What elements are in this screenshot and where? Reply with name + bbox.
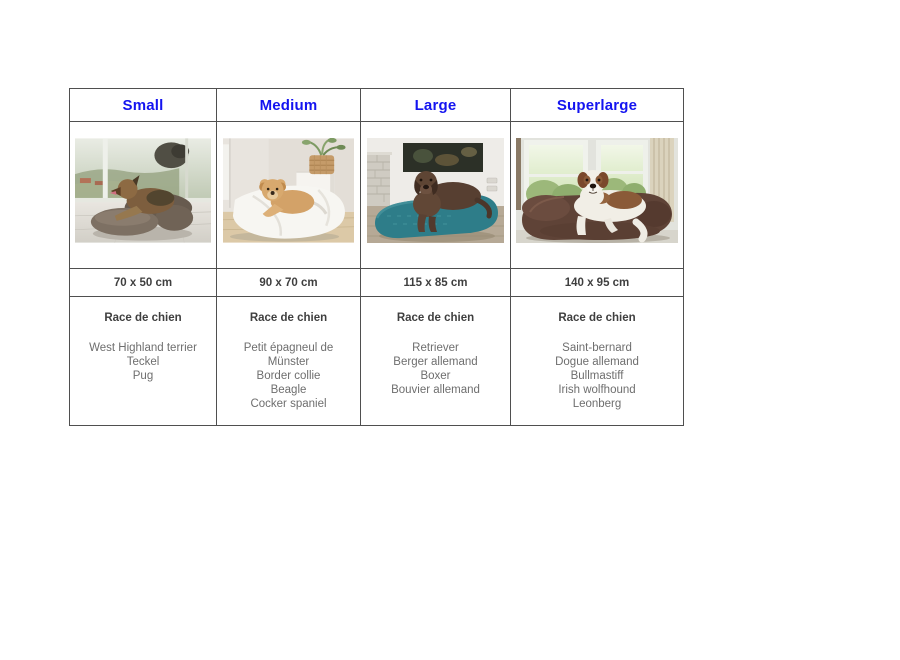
large-dog-bed-photo [367,138,504,243]
column-superlarge [511,89,683,425]
breed-item: Leonberg [572,398,622,410]
column-header-large: Large [361,89,510,122]
size-cell-large: 115 x 85 cm [361,269,510,297]
breed-item: Dogue allemand [555,356,639,368]
breed-item: Bullmastiff [570,370,624,382]
column-header-small: Small [70,89,216,122]
breed-item: Retriever [412,342,459,354]
breed-title-medium: Race de chien [249,312,328,324]
breed-item: Saint-bernard [562,342,632,354]
column-large [361,89,511,425]
breed-title-superlarge: Race de chien [558,312,636,324]
column-header-medium: Medium [217,89,360,122]
photo-cell-small [70,122,216,269]
breed-item: Berger allemand [393,356,478,368]
breed-item: Bouvier allemand [391,384,480,396]
dog-bed-size-table [69,88,684,426]
breed-item: Border collie [256,370,321,382]
breeds-cell-superlarge [511,297,683,425]
breed-title-small: Race de chien [104,312,182,324]
photo-cell-large [361,122,510,269]
photo-cell-superlarge [511,122,683,269]
superlarge-dog-bed-photo [516,138,678,243]
small-dog-bed-photo [75,138,211,243]
breed-item: Irish wolfhound [558,384,636,396]
breeds-cell-medium [217,297,360,425]
breed-item: Beagle [270,384,307,396]
breeds-cell-large [361,297,510,425]
photo-cell-medium [217,122,360,269]
breed-item: Pug [132,370,154,382]
size-cell-small: 70 x 50 cm [70,269,216,297]
medium-dog-bed-photo [223,138,354,243]
size-cell-medium: 90 x 70 cm [217,269,360,297]
breed-title-large: Race de chien [396,312,475,324]
column-header-superlarge: Superlarge [511,89,683,122]
breed-item: Petit épagneul de Münster [243,342,334,368]
breed-item: Boxer [420,370,451,382]
column-small [70,89,217,425]
breed-item: Teckel [126,356,160,368]
size-cell-superlarge: 140 x 95 cm [511,269,683,297]
breed-item: Cocker spaniel [250,398,327,410]
breed-item: West Highland terrier [89,342,197,354]
breeds-cell-small [70,297,216,425]
column-medium [217,89,361,425]
